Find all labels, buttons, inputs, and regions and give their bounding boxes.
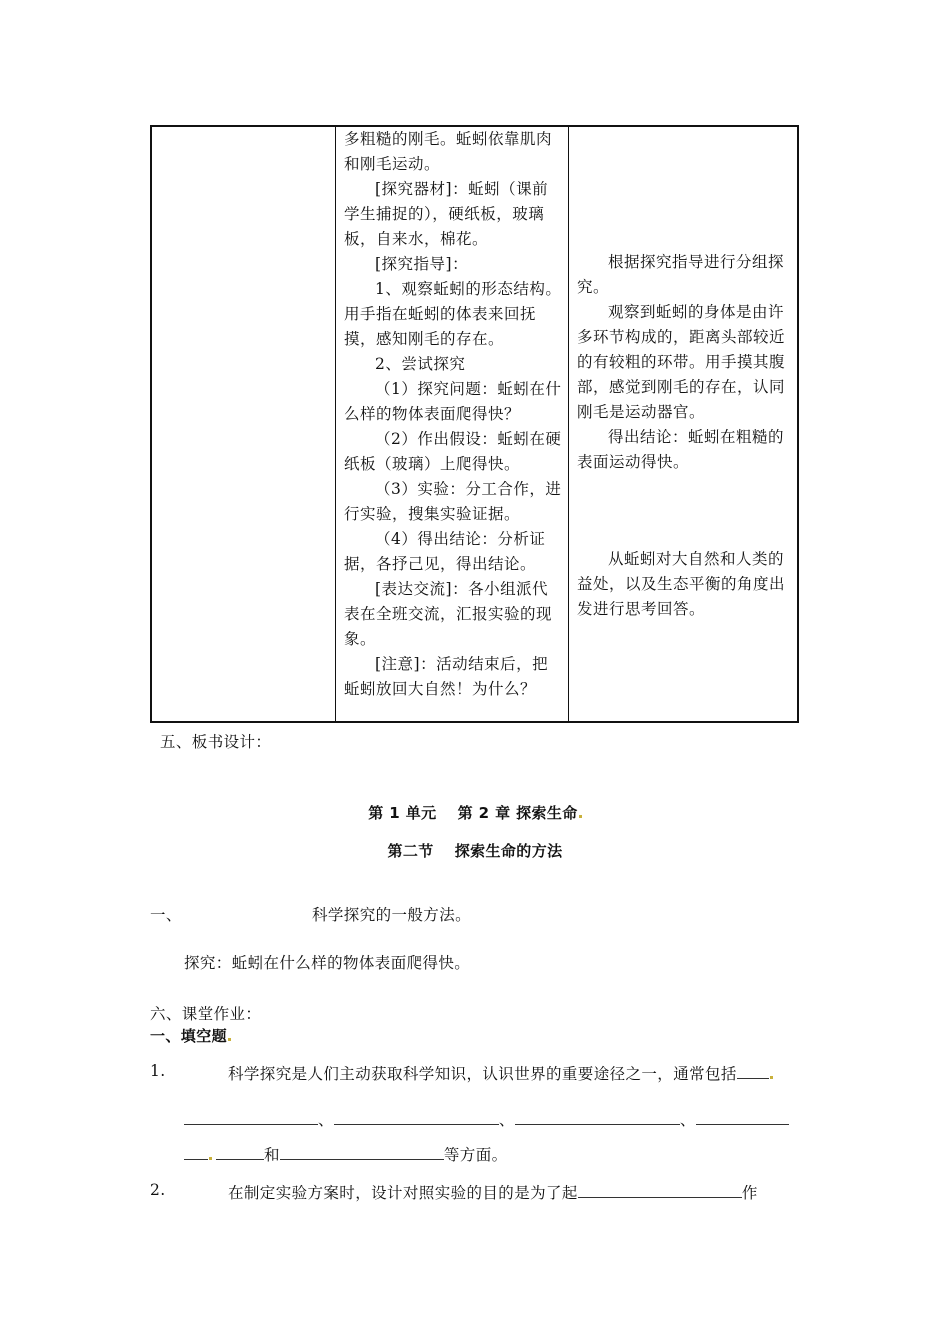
section-heading-board-design: 五、板书设计： [160,733,272,751]
mark-dot [228,1038,231,1041]
table-paragraph: 2、尝试探究 [375,355,466,373]
table-column-student [569,127,797,721]
answer-blank[interactable] [280,1145,444,1160]
answer-blank[interactable] [578,1183,742,1198]
table-paragraph: 观察到蚯蚓的身体是由许多环节构成的，距离头部较近的有较粗的环带。用手摸其腹部，感觉到刚毛的存在，认同刚毛是运动器官。 [577,303,786,421]
answer-blank[interactable] [737,1064,769,1079]
table-paragraph: （1）探究问题：蚯蚓在什么样的物体表面爬得快？ [344,380,562,423]
table-paragraph: （3）实验：分工合作，进行实验，搜集实验证据。 [344,480,562,523]
answer-blank[interactable] [184,1110,318,1125]
question-1-ending: 等方面。 [443,1146,508,1164]
table-paragraph: [注意]：活动结束后，把蚯蚓放回大自然！为什么？ [344,655,549,698]
table-paragraph: [表达交流]：各小组派代表在全班交流，汇报实验的现象。 [344,580,553,648]
table-paragraph: （4）得出结论：分析证据，各抒己见，得出结论。 [344,530,546,573]
answer-blank[interactable] [216,1145,264,1160]
board-title-section: 第二节 探索生命的方法 [387,842,563,860]
question-2-stem: 在制定实验方案时，设计对照实验的目的是为了起 [228,1184,578,1202]
fill-blank-heading-text: 一、填空题 [150,1027,228,1045]
separator: 、 [318,1111,334,1129]
mark-dot [209,1157,212,1160]
board-item-text: 科学探究的一般方法。 [312,906,472,924]
lesson-table [150,125,799,723]
question-1-number: 1. [150,1062,166,1080]
question-1-stem: 科学探究是人们主动获取科学知识，认识世界的重要途径之一，通常包括 [228,1065,737,1083]
table-paragraph: [探究器材]：蚯蚓（课前学生捕捉的），硬纸板，玻璃板，自来水，棉花。 [344,180,549,248]
spacer [577,127,789,250]
table-paragraph: 1、观察蚯蚓的形态结构。用手指在蚯蚓的体表来回抚摸，感知刚毛的存在。 [344,280,562,348]
table-paragraph: 多粗糙的刚毛。蚯蚓依靠肌肉和刚毛运动。 [344,130,553,173]
board-inquiry-text: 探究：蚯蚓在什么样的物体表面爬得快。 [184,954,471,972]
answer-blank[interactable] [515,1110,680,1125]
board-item-number: 一、 [150,906,182,924]
table-paragraph: 根据探究指导进行分组探究。 [577,253,785,296]
section-heading-homework: 六、课堂作业： [150,1005,262,1023]
board-title-text: 第 1 单元 第 2 章 探索生命 [368,804,578,822]
answer-blank[interactable] [696,1110,789,1125]
answer-blank[interactable] [184,1145,208,1160]
separator: 、 [679,1111,696,1129]
table-column-teacher [152,127,336,721]
mark-dot [579,815,582,818]
question-1-text [228,1062,773,1084]
mark-dot [770,1076,773,1079]
spacer [577,475,789,547]
table-paragraph: 得出结论：蚯蚓在粗糙的表面运动得快。 [577,428,785,471]
question-1-end-line [184,1143,508,1165]
table-paragraph: [探究指导]： [375,255,469,273]
separator: 、 [498,1111,515,1129]
table-paragraph: （2）作出假设：蚯蚓在硬纸板（玻璃）上爬得快。 [344,430,562,473]
question-1-blanks-line [184,1108,789,1130]
question-2-ending: 作 [741,1184,758,1202]
answer-blank[interactable] [334,1110,499,1125]
question-2-number: 2. [150,1181,166,1199]
table-paragraph: 从蚯蚓对大自然和人类的益处，以及生态平衡的角度出发进行思考回答。 [577,550,786,618]
conjunction: 和 [264,1146,280,1164]
board-title-chapter [0,802,950,823]
question-2-text [228,1181,758,1203]
table-column-activity [336,127,569,721]
fill-blank-heading [150,1025,231,1046]
